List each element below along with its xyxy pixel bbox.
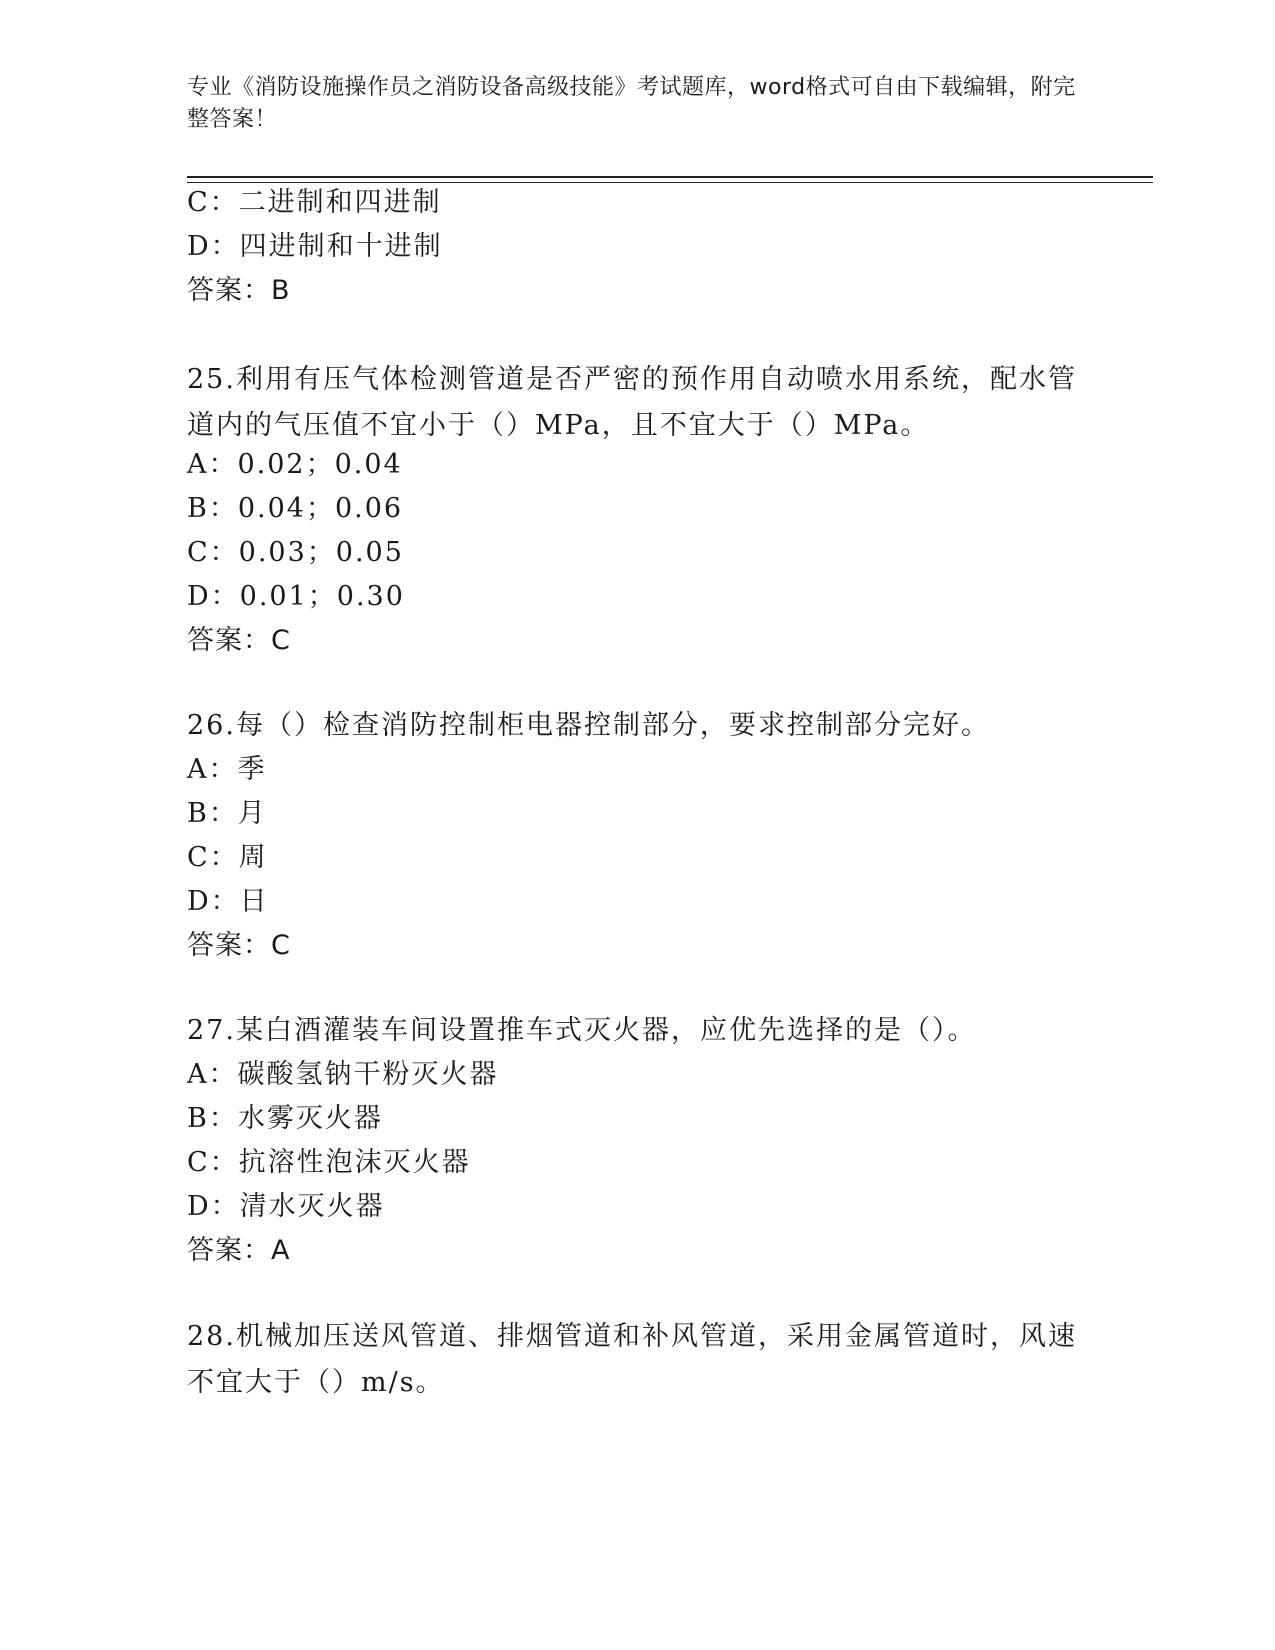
- q25-option-a: A：0.02；0.04: [187, 449, 403, 480]
- prev-option-d: D：四进制和十进制: [187, 231, 443, 262]
- q27-option-a: A：碳酸氢钠干粉灭火器: [187, 1059, 499, 1090]
- q25-option-d: D：0.01；0.30: [187, 581, 405, 612]
- q26-answer: 答案：C: [187, 930, 291, 961]
- q26-option-a: A：季: [187, 754, 267, 785]
- q25-option-c: C：0.03；0.05: [187, 537, 404, 568]
- q27-option-c: C：抗溶性泡沫灭火器: [187, 1147, 471, 1178]
- q25-option-b: B：0.04；0.06: [187, 493, 404, 524]
- q27-option-b: B：水雾灭火器: [187, 1103, 383, 1134]
- q26-option-d: D：日: [187, 886, 269, 917]
- q25-question: 25.利用有压气体检测管道是否严密的预作用自动喷水用系统，配水管道内的气压值不宜小于（）MPa，且不宜大于（）MPa。: [187, 364, 1077, 441]
- header-divider-thick: [187, 176, 1153, 178]
- q28-question: 28.机械加压送风管道、排烟管道和补风管道，采用金属管道时，风速不宜大于（）m/s。: [187, 1321, 1077, 1398]
- q26-question: 26.每（）检查消防控制柜电器控制部分，要求控制部分完好。: [187, 710, 990, 741]
- header-divider-thin: [187, 182, 1153, 183]
- q27-answer: 答案：A: [187, 1235, 291, 1266]
- document-header: 专业《消防设施操作员之消防设备高级技能》考试题库，word格式可自由下载编辑，附完整答案！: [187, 75, 1076, 132]
- q27-option-d: D：清水灭火器: [187, 1191, 385, 1222]
- prev-answer: 答案：B: [187, 275, 291, 306]
- q27-question: 27.某白酒灌装车间设置推车式灭火器，应优先选择的是（）。: [187, 1015, 977, 1046]
- q26-option-c: C：周: [187, 842, 268, 873]
- q26-option-b: B：月: [187, 798, 267, 829]
- q25-answer: 答案：C: [187, 625, 291, 656]
- prev-option-c: C：二进制和四进制: [187, 187, 442, 218]
